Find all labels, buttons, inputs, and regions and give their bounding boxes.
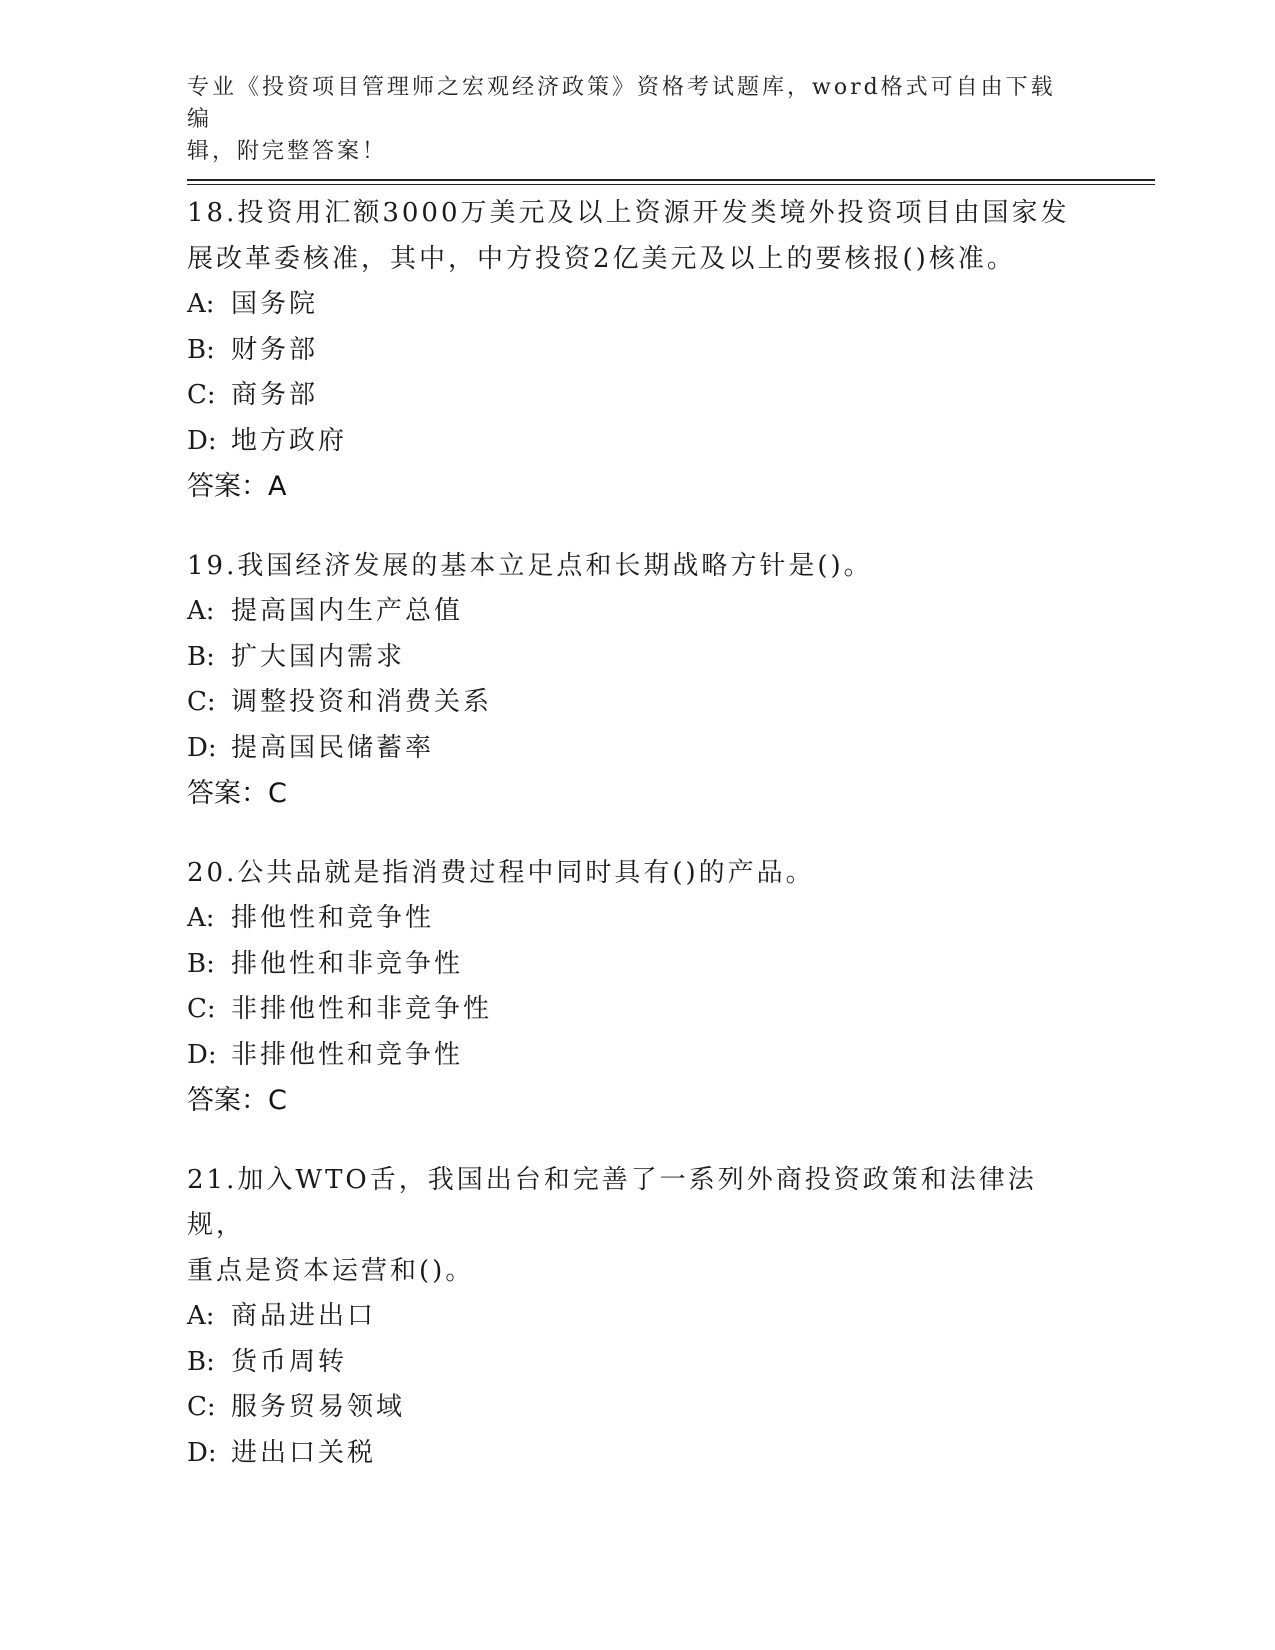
header-divider-thin <box>187 184 1155 185</box>
option-text: 提高国内生产总值 <box>231 596 464 626</box>
option-a <box>187 896 1087 942</box>
question-stem-line-2: 展改革委核准，其中，中方投资2亿美元及以上的要核报()核准。 <box>187 243 1016 274</box>
option-d <box>187 726 1087 772</box>
question-stem-line-1: 18.投资用汇额3000万美元及以上资源开发类境外投资项目由国家发 <box>187 198 1070 228</box>
option-text: 排他性和竞争性 <box>231 903 435 933</box>
option-d <box>187 1431 1087 1477</box>
option-letter: A: <box>187 903 215 933</box>
option-c <box>187 1385 1087 1431</box>
option-text: 商务部 <box>231 380 319 410</box>
question-19 <box>187 544 1087 817</box>
option-text: 提高国民储蓄率 <box>231 732 435 763</box>
option-letter: A: <box>187 289 215 319</box>
question-stem <box>187 1158 1087 1295</box>
option-letter: B: <box>187 641 215 672</box>
question-stem <box>187 544 1087 590</box>
option-d <box>187 419 1087 465</box>
option-text: 进出口关税 <box>231 1437 377 1468</box>
option-text: 排他性和非竞争性 <box>231 948 464 979</box>
answer-label: 答案：C <box>187 1085 287 1116</box>
option-a <box>187 282 1087 328</box>
option-text: 调整投资和消费关系 <box>231 687 493 717</box>
question-20 <box>187 851 1087 1124</box>
option-letter: B: <box>187 334 215 365</box>
question-stem <box>187 851 1087 897</box>
option-letter: C: <box>187 1392 216 1422</box>
question-stem <box>187 191 1087 282</box>
option-text: 商品进出口 <box>231 1301 377 1331</box>
answer-label: 答案：C <box>187 778 287 809</box>
question-list <box>187 191 1087 1510</box>
option-text: 财务部 <box>231 334 319 365</box>
question-stem-line-2: 重点是资本运营和()。 <box>187 1255 475 1286</box>
option-b <box>187 1340 1087 1386</box>
option-letter: D: <box>187 1437 217 1468</box>
question-18 <box>187 191 1087 510</box>
option-letter: C: <box>187 380 216 410</box>
question-stem-line-1: 21.加入WTO舌，我国出台和完善了一系列外商投资政策和法律法规， <box>187 1164 1037 1240</box>
option-b <box>187 635 1087 681</box>
header-line-2: 辑，附完整答案！ <box>187 139 388 164</box>
answer-label: 答案：A <box>187 471 287 502</box>
option-letter: C: <box>187 687 216 717</box>
option-text: 地方政府 <box>231 425 348 456</box>
question-stem-line-1: 20.公共品就是指消费过程中同时具有()的产品。 <box>187 857 815 888</box>
option-c <box>187 987 1087 1033</box>
option-letter: D: <box>187 732 217 763</box>
option-b <box>187 942 1087 988</box>
option-text: 非排他性和竞争性 <box>231 1039 464 1070</box>
header-line-1: 专业《投资项目管理师之宏观经济政策》资格考试题库，word格式可自由下载编 <box>187 75 1056 132</box>
option-text: 非排他性和非竞争性 <box>231 994 493 1024</box>
option-letter: D: <box>187 1039 217 1070</box>
option-letter: C: <box>187 994 216 1024</box>
option-c <box>187 373 1087 419</box>
option-a <box>187 1294 1087 1340</box>
question-stem-line-1: 19.我国经济发展的基本立足点和长期战略方针是()。 <box>187 550 873 581</box>
option-letter: A: <box>187 596 215 626</box>
option-d <box>187 1033 1087 1079</box>
option-text: 国务院 <box>231 289 319 319</box>
option-letter: B: <box>187 1346 215 1377</box>
document-header <box>187 72 1067 168</box>
header-divider-thick <box>187 179 1155 181</box>
option-a <box>187 589 1087 635</box>
option-letter: B: <box>187 948 215 979</box>
option-text: 服务贸易领域 <box>231 1392 406 1422</box>
option-letter: D: <box>187 425 217 456</box>
option-b <box>187 328 1087 374</box>
option-c <box>187 680 1087 726</box>
option-letter: A: <box>187 1301 215 1331</box>
option-text: 扩大国内需求 <box>231 641 406 672</box>
option-text: 货币周转 <box>231 1346 348 1377</box>
question-21 <box>187 1158 1087 1477</box>
